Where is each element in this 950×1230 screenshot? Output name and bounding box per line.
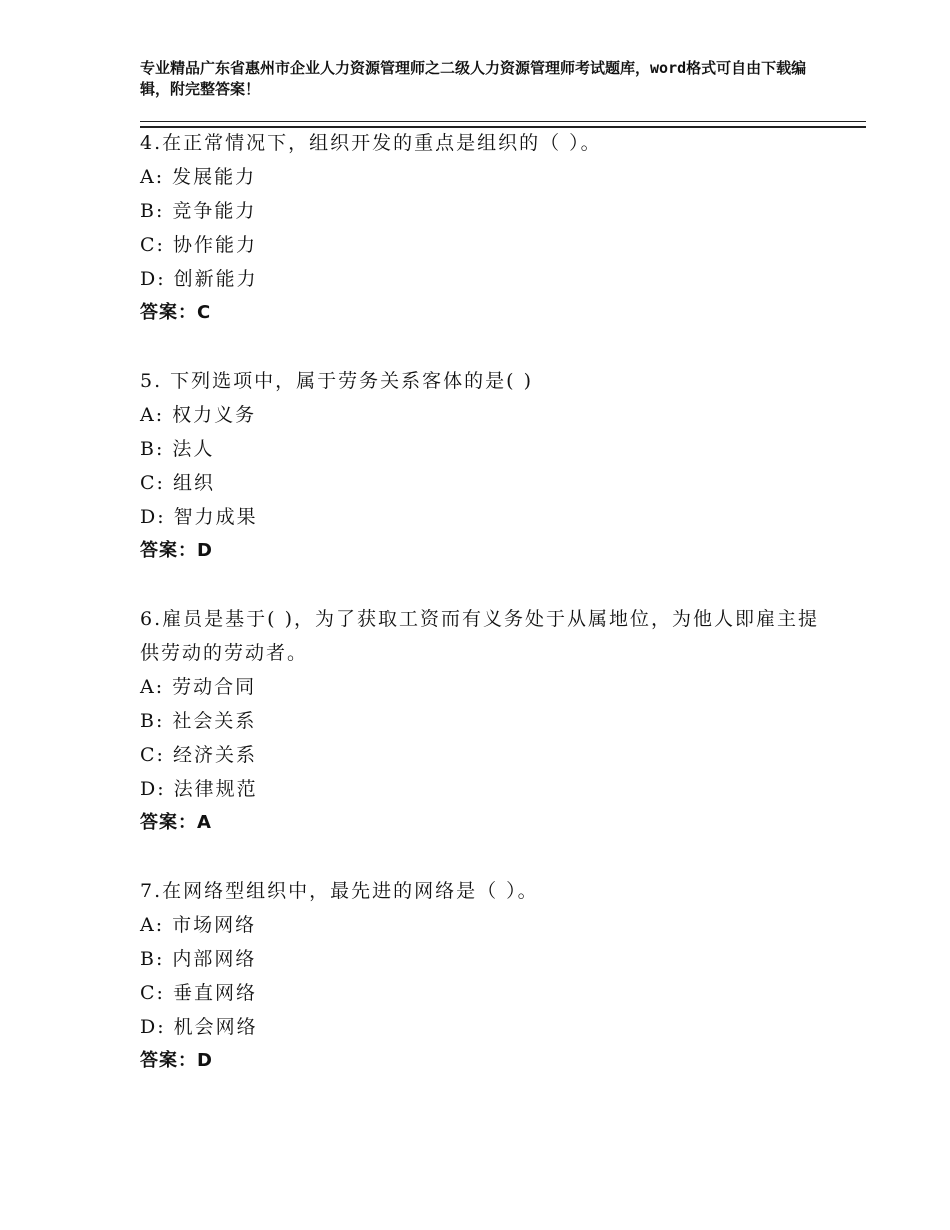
option-c: C: 垂直网络 xyxy=(140,982,257,1004)
option-c: C: 协作能力 xyxy=(140,234,257,256)
option-a: A: 发展能力 xyxy=(140,166,257,188)
question-list xyxy=(140,126,820,1112)
answer-label: 答案：D xyxy=(140,540,213,561)
option-b: B: 社会关系 xyxy=(140,710,257,732)
question-7 xyxy=(140,874,820,1078)
answer-label: 答案：D xyxy=(140,1050,213,1071)
question-stem: 7.在网络型组织中，最先进的网络是（ ）。 xyxy=(140,880,539,902)
option-d: D: 创新能力 xyxy=(140,268,258,290)
option-b: B: 竞争能力 xyxy=(140,200,257,222)
question-stem: 5. 下列选项中，属于劳务关系客体的是( ) xyxy=(140,370,534,392)
document-header: 专业精品广东省惠州市企业人力资源管理师之二级人力资源管理师考试题库，word格式可自由下载编辑，附完整答案！ xyxy=(140,59,807,98)
option-d: D: 机会网络 xyxy=(140,1016,258,1038)
option-a: A: 权力义务 xyxy=(140,404,257,426)
option-d: D: 法律规范 xyxy=(140,778,258,800)
question-6 xyxy=(140,602,820,840)
option-a: A: 市场网络 xyxy=(140,914,257,936)
option-c: C: 组织 xyxy=(140,472,215,494)
question-stem: 4.在正常情况下，组织开发的重点是组织的（ ）。 xyxy=(140,132,602,154)
answer-label: 答案：C xyxy=(140,302,212,323)
option-d: D: 智力成果 xyxy=(140,506,258,528)
option-a: A: 劳动合同 xyxy=(140,676,257,698)
option-c: C: 经济关系 xyxy=(140,744,257,766)
option-b: B: 内部网络 xyxy=(140,948,257,970)
question-4 xyxy=(140,126,820,330)
question-5 xyxy=(140,364,820,568)
question-stem: 6.雇员是基于( )，为了获取工资而有义务处于从属地位，为他人即雇主提供劳动的劳动者。 xyxy=(140,608,819,664)
option-b: B: 法人 xyxy=(140,438,215,460)
answer-label: 答案：A xyxy=(140,812,212,833)
